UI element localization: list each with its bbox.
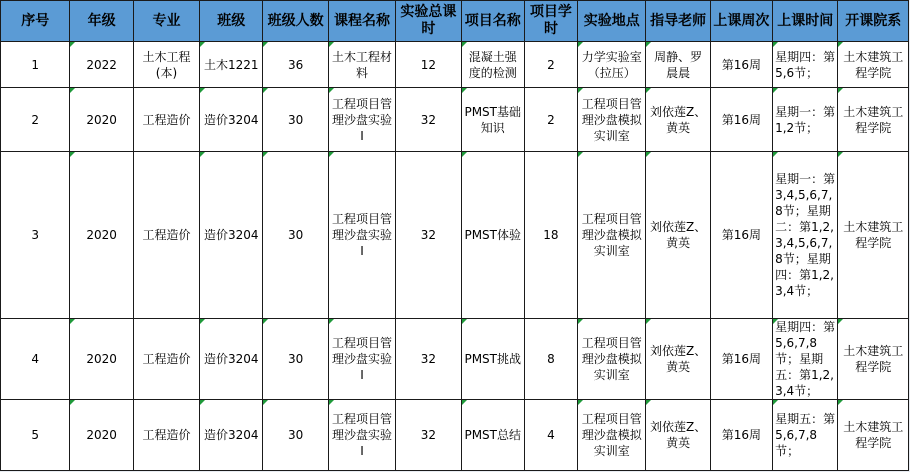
cell-teacher[interactable] [646, 88, 710, 152]
cell-text: 刘依莲Z、黄英 [649, 420, 707, 450]
header-cell-teacher[interactable]: 指导老师 [646, 1, 710, 42]
error-indicator-icon [578, 319, 583, 324]
error-indicator-icon [462, 152, 467, 157]
cell-week[interactable] [710, 152, 772, 319]
cell-text: PMST体验 [464, 228, 521, 242]
header-cell-location[interactable]: 实验地点 [578, 1, 646, 42]
cell-location[interactable] [578, 152, 646, 319]
cell-text: 工程项目管理沙盘模拟实训室 [581, 96, 642, 143]
cell-grade[interactable] [70, 400, 133, 471]
cell-college[interactable] [838, 42, 909, 88]
cell-text: 工程项目管理沙盘实验Ⅰ [332, 336, 393, 382]
cell-text: 造价3204 [204, 428, 259, 442]
error-indicator-icon [70, 88, 75, 93]
cell-teacher[interactable] [646, 319, 710, 400]
cell-time[interactable] [773, 88, 838, 152]
cell-students[interactable] [263, 400, 328, 471]
cell-grade[interactable] [70, 152, 133, 319]
cell-location[interactable] [578, 400, 646, 471]
cell-college[interactable] [838, 400, 909, 471]
error-indicator-icon [70, 319, 75, 324]
error-indicator-icon [838, 88, 843, 93]
cell-text: 2 [547, 112, 555, 127]
cell-college[interactable] [838, 88, 909, 152]
cell-no[interactable] [1, 152, 70, 319]
cell-text: 第16周 [721, 112, 762, 127]
cell-text: 土木建筑工程学院 [843, 220, 904, 250]
cell-total-hours[interactable] [396, 400, 461, 471]
header-cell-class[interactable]: 班级 [200, 1, 263, 42]
table-row [1, 319, 909, 400]
error-indicator-icon [462, 88, 467, 93]
header-cell-no[interactable]: 序号 [1, 1, 70, 42]
cell-location[interactable] [578, 88, 646, 152]
cell-text: 工程项目管理沙盘实验Ⅰ [332, 412, 393, 458]
cell-text: 土木建筑工程学院 [843, 104, 904, 135]
header-cell-students[interactable]: 班级人数 [263, 1, 328, 42]
cell-project-hours[interactable] [524, 42, 577, 88]
cell-class[interactable] [200, 152, 263, 319]
cell-text: 星期四：第5,6,7,8节；星期五：第1,2,3,4节； [775, 320, 836, 398]
error-indicator-icon [329, 152, 334, 157]
error-indicator-icon [838, 152, 843, 157]
cell-text: 32 [420, 352, 437, 366]
cell-teacher[interactable] [646, 42, 710, 88]
table-row [1, 152, 909, 319]
cell-text: 2020 [86, 112, 117, 127]
cell-project-hours[interactable] [524, 400, 577, 471]
cell-text: 周静、罗晨晨 [654, 49, 703, 80]
cell-class[interactable] [200, 319, 263, 400]
cell-text: 土木工程(本) [142, 49, 191, 80]
cell-text: 4 [547, 428, 555, 442]
error-indicator-icon [462, 400, 467, 405]
error-indicator-icon [646, 319, 651, 324]
cell-week[interactable] [710, 42, 772, 88]
cell-project[interactable] [461, 319, 524, 400]
cell-major[interactable] [133, 42, 199, 88]
error-indicator-icon [329, 400, 334, 405]
cell-text: 土木建筑工程学院 [843, 420, 904, 450]
cell-week[interactable] [710, 88, 772, 152]
cell-text: 第16周 [721, 428, 762, 442]
cell-class[interactable] [200, 42, 263, 88]
cell-text: 造价3204 [204, 228, 259, 242]
error-indicator-icon [773, 42, 778, 47]
error-indicator-icon [329, 42, 334, 47]
cell-text: 30 [287, 228, 304, 242]
error-indicator-icon [646, 42, 651, 47]
cell-course[interactable] [328, 319, 395, 400]
error-indicator-icon [200, 42, 205, 47]
error-indicator-icon [773, 319, 778, 324]
error-indicator-icon [329, 88, 334, 93]
header-cell-total-hours[interactable]: 实验总课时 [396, 1, 461, 42]
cell-week[interactable] [710, 400, 772, 471]
cell-major[interactable] [133, 152, 199, 319]
cell-time[interactable] [773, 42, 838, 88]
cell-text: PMST基础知识 [464, 104, 521, 135]
cell-project[interactable] [461, 152, 524, 319]
header-cell-project-hours[interactable]: 项目学时 [524, 1, 577, 42]
cell-text: 2020 [86, 228, 117, 242]
header-cell-project[interactable]: 项目名称 [461, 1, 524, 42]
cell-students[interactable] [263, 319, 328, 400]
cell-course[interactable] [328, 400, 395, 471]
cell-text: 造价3204 [204, 112, 259, 127]
error-indicator-icon [578, 42, 583, 47]
cell-text: 12 [420, 57, 437, 72]
cell-course[interactable] [328, 42, 395, 88]
cell-college[interactable] [838, 152, 909, 319]
header-cell-week[interactable]: 上课周次 [710, 1, 772, 42]
error-indicator-icon [263, 42, 268, 47]
cell-course[interactable] [328, 152, 395, 319]
error-indicator-icon [200, 152, 205, 157]
error-indicator-icon [263, 400, 268, 405]
cell-text: 星期五：第5,6,7,8节； [775, 412, 836, 458]
cell-text: 2 [547, 57, 555, 72]
cell-major[interactable] [133, 88, 199, 152]
cell-text: 2020 [86, 352, 117, 366]
cell-text: 工程造价 [142, 352, 191, 366]
error-indicator-icon [200, 88, 205, 93]
cell-text: 刘依莲Z、黄英 [649, 344, 707, 374]
cell-text: 土木工程材料 [332, 49, 393, 80]
error-indicator-icon [578, 88, 583, 93]
cell-text: 2 [31, 112, 40, 127]
cell-class[interactable] [200, 400, 263, 471]
error-indicator-icon [70, 42, 75, 47]
cell-location[interactable] [578, 319, 646, 400]
cell-text: 工程造价 [142, 428, 191, 442]
cell-text: 1 [31, 57, 40, 72]
cell-grade[interactable] [70, 42, 133, 88]
cell-text: 第16周 [721, 352, 762, 366]
cell-text: 星期一：第1,2节； [775, 104, 836, 135]
cell-project[interactable] [461, 42, 524, 88]
error-indicator-icon [838, 42, 843, 47]
cell-text: PMST总结 [464, 428, 521, 442]
cell-text: 混凝土强度的检测 [468, 49, 517, 80]
cell-text: 32 [420, 428, 437, 442]
cell-no[interactable] [1, 88, 70, 152]
cell-text: 32 [420, 112, 437, 127]
cell-text: 36 [287, 57, 304, 72]
cell-text: 工程造价 [142, 112, 191, 127]
error-indicator-icon [646, 400, 651, 405]
cell-text: 刘依莲Z、黄英 [649, 104, 707, 135]
error-indicator-icon [263, 319, 268, 324]
cell-no[interactable] [1, 319, 70, 400]
cell-total-hours[interactable] [396, 42, 461, 88]
error-indicator-icon [70, 400, 75, 405]
error-indicator-icon [263, 88, 268, 93]
cell-text: 工程项目管理沙盘模拟实训室 [581, 336, 642, 382]
cell-grade[interactable] [70, 88, 133, 152]
cell-total-hours[interactable] [396, 319, 461, 400]
cell-project-hours[interactable] [524, 152, 577, 319]
cell-text: 工程造价 [142, 228, 191, 242]
cell-text: 4 [31, 352, 40, 366]
cell-text: 5 [31, 428, 40, 442]
cell-text: 3 [31, 228, 40, 242]
cell-text: 8 [547, 352, 555, 366]
cell-major[interactable] [133, 319, 199, 400]
cell-text: 18 [543, 228, 559, 242]
error-indicator-icon [838, 400, 843, 405]
error-indicator-icon [462, 42, 467, 47]
error-indicator-icon [578, 400, 583, 405]
cell-project-hours[interactable] [524, 319, 577, 400]
cell-no[interactable] [1, 42, 70, 88]
error-indicator-icon [838, 319, 843, 324]
cell-college[interactable] [838, 319, 909, 400]
error-indicator-icon [646, 152, 651, 157]
cell-text: 32 [420, 228, 437, 242]
error-indicator-icon [329, 319, 334, 324]
error-indicator-icon [200, 319, 205, 324]
cell-time[interactable] [773, 400, 838, 471]
table-row [1, 42, 909, 88]
cell-text: 30 [287, 428, 304, 442]
cell-text: 工程项目管理沙盘模拟实训室 [581, 212, 642, 258]
cell-total-hours[interactable] [396, 88, 461, 152]
cell-text: 30 [287, 112, 304, 127]
header-cell-college[interactable]: 开课院系 [838, 1, 909, 42]
cell-text: 2022 [86, 57, 117, 72]
cell-text: 星期四：第5,6节； [775, 49, 836, 80]
error-indicator-icon [263, 152, 268, 157]
cell-text: 工程项目管理沙盘模拟实训室 [581, 412, 642, 458]
error-indicator-icon [70, 152, 75, 157]
cell-teacher[interactable] [646, 152, 710, 319]
cell-time[interactable] [773, 152, 838, 319]
cell-teacher[interactable] [646, 400, 710, 471]
cell-text: 刘依莲Z、黄英 [649, 220, 707, 250]
header-cell-time[interactable]: 上课时间 [773, 1, 838, 42]
error-indicator-icon [773, 88, 778, 93]
cell-text: 工程项目管理沙盘实验Ⅰ [332, 96, 393, 143]
cell-text: 2020 [86, 428, 117, 442]
cell-no[interactable] [1, 400, 70, 471]
cell-project[interactable] [461, 400, 524, 471]
cell-text: 星期一：第3,4,5,6,7,8节；星期二：第1,2,3,4,5,6,7,8节；星期四：第1,2,3,4节； [775, 172, 836, 298]
cell-text: 造价3204 [204, 352, 259, 366]
error-indicator-icon [646, 88, 651, 93]
table-row [1, 400, 909, 471]
header-cell-course[interactable]: 课程名称 [328, 1, 395, 42]
cell-project-hours[interactable] [524, 88, 577, 152]
header-cell-major[interactable]: 专业 [133, 1, 199, 42]
cell-text: 土木1221 [204, 57, 259, 72]
cell-students[interactable] [263, 42, 328, 88]
cell-text: 30 [287, 352, 304, 366]
cell-text: 第16周 [721, 57, 762, 72]
cell-grade[interactable] [70, 319, 133, 400]
cell-text: 土木建筑工程学院 [843, 344, 904, 374]
cell-students[interactable] [263, 152, 328, 319]
cell-text: 土木建筑工程学院 [843, 49, 904, 80]
cell-time[interactable] [773, 319, 838, 400]
cell-text: 力学实验室（拉压） [581, 49, 642, 80]
cell-class[interactable] [200, 88, 263, 152]
error-indicator-icon [773, 152, 778, 157]
error-indicator-icon [200, 400, 205, 405]
error-indicator-icon [462, 319, 467, 324]
cell-students[interactable] [263, 88, 328, 152]
header-row [1, 1, 909, 42]
error-indicator-icon [773, 400, 778, 405]
header-cell-grade[interactable]: 年级 [70, 1, 133, 42]
cell-location[interactable] [578, 42, 646, 88]
cell-major[interactable] [133, 400, 199, 471]
cell-total-hours[interactable] [396, 152, 461, 319]
cell-text: PMST挑战 [464, 352, 521, 366]
error-indicator-icon [578, 152, 583, 157]
cell-course[interactable] [328, 88, 395, 152]
cell-text: 工程项目管理沙盘实验Ⅰ [332, 212, 393, 258]
cell-text: 第16周 [721, 228, 762, 242]
cell-week[interactable] [710, 319, 772, 400]
cell-project[interactable] [461, 88, 524, 152]
table-row [1, 88, 909, 152]
